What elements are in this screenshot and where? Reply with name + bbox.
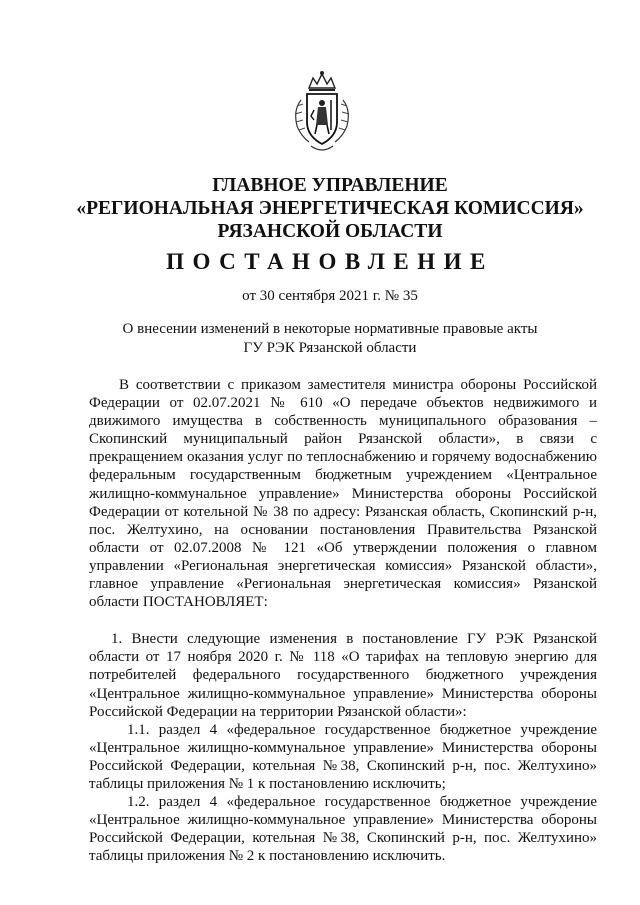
decree-title: ПОСТАНОВЛЕНИЕ (166, 249, 494, 274)
clause-1-1-paragraph: 1.1. раздел 4 «федеральное государственное бюджетное учреждение «Центральное жилищно-коммунальное управление» Министерства обороны Российской Федерации, котельная №38, Скопинский р-н, пос. Желтухино» таблицы приложения № 1 к постановлению исключить; (89, 721, 597, 792)
preamble-paragraph: В соответствии с приказом заместителя министра обороны Российской Федерации от 02.07.2021 № 610 «О передаче объектов недвижимого и движимого имущества в собственность муниципального образования – Скопинский муниципальный район Рязанской области», в связи с прекращением оказания услуг по теплоснабжению и горячему водоснабжению федеральным государственным бюджетным учреждением «Центральное жилищно-коммунальное управление» Министерства обороны Российской Федерации от котельной № 38 по адресу: Рязанская область, Скопинский р-н, пос. Желтухино, на основании постановления Правительства Рязанской области от 02.07.2008 № 121 «Об утверждении положения о главном управлении «Региональная энергетическая комиссия» Рязанской области», главное управление «Региональная энергетическая комиссия» Рязанской области ПОСТАНОВЛЯЕТ: (89, 377, 597, 611)
subject-line-1: О внесении изменений в некоторые нормативные правовые акты (122, 321, 538, 337)
decree-body (89, 376, 597, 865)
decree-subject (80, 320, 580, 358)
authority-heading (60, 174, 600, 243)
decree-date-number: от 30 сентября 2021 г. № 35 (242, 288, 418, 304)
ryazan-coat-of-arms-icon (291, 70, 353, 156)
clause-1-paragraph: 1. Внести следующие изменения в постановление ГУ РЭК Рязанской области от 17 ноября 2020 г. № 118 «О тарифах на тепловую энергию для потребителей федерального государственного бюджетного учреждения «Центральное жилищно-коммунальное управление» Министерства обороны Российской Федерации на территории Рязанской области»: (89, 631, 597, 720)
subject-line-2: ГУ РЭК Рязанской области (243, 340, 417, 356)
clause-1-2-paragraph: 1.2. раздел 4 «федеральное государственное бюджетное учреждение «Центральное жилищно-коммунальное управление» Министерства обороны Российской Федерации, котельная №38, Скопинский р-н, пос. Желтухино» таблицы приложения № 2 к постановлению исключить. (89, 794, 597, 865)
heading-line-2: «РЕГИОНАЛЬНАЯ ЭНЕРГЕТИЧЕСКАЯ КОМИССИЯ» (76, 198, 584, 219)
heading-line-3: РЯЗАНСКОЙ ОБЛАСТИ (217, 221, 443, 242)
heading-line-1: ГЛАВНОЕ УПРАВЛЕНИЕ (212, 175, 448, 196)
